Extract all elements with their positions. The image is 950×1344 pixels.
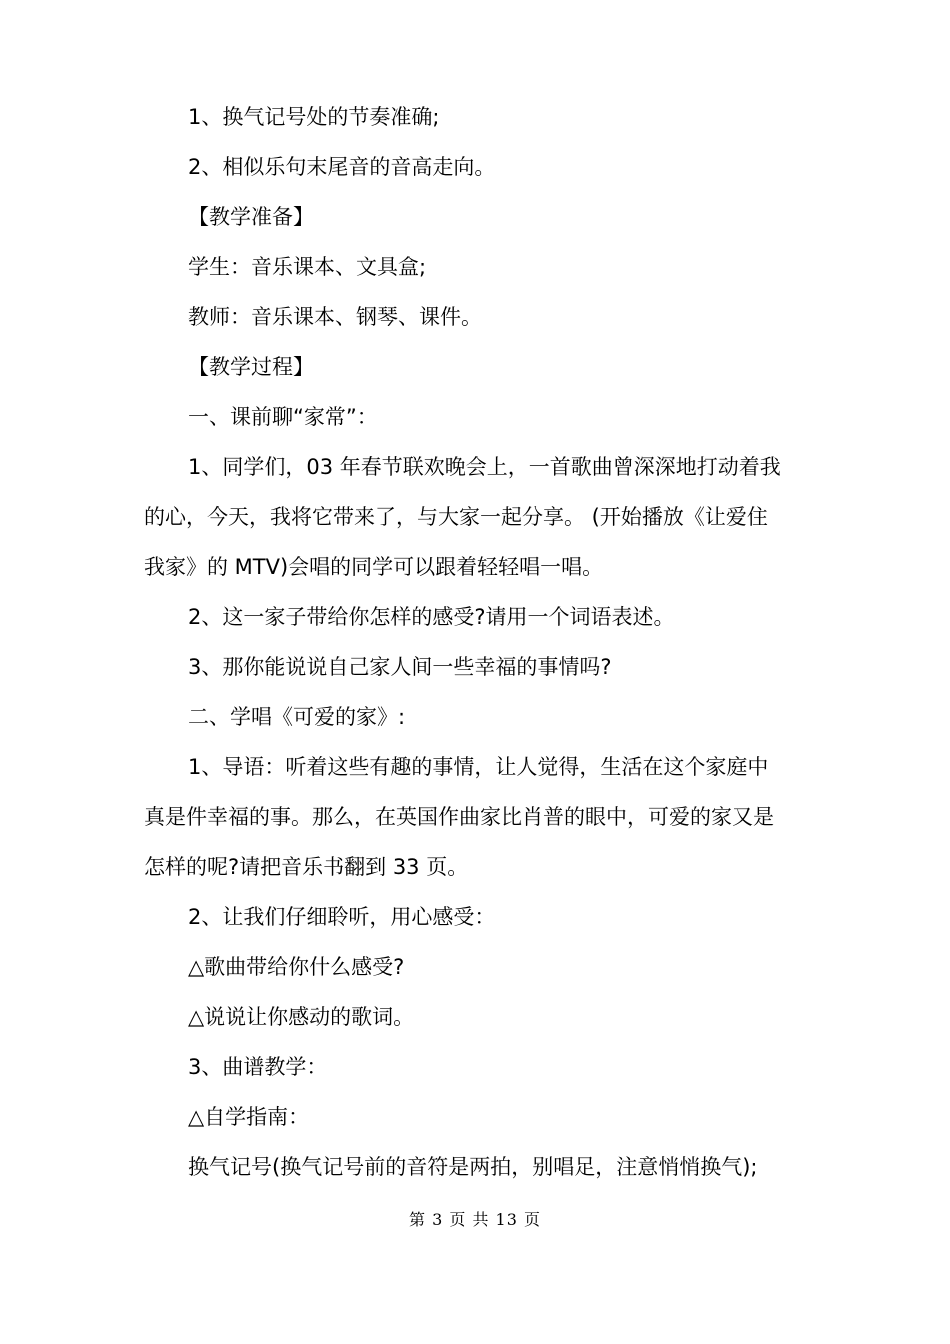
- bullet-item: △歌曲带给你什么感受?: [188, 955, 405, 979]
- paragraph: 2、让我们仔细聆听，用心感受：: [188, 905, 496, 929]
- multiline-paragraph: [144, 742, 824, 892]
- page-number-footer: 第 3 页 共 13 页: [409, 1210, 541, 1229]
- paragraph: 教师：音乐课本、钢琴、课件。: [188, 305, 482, 329]
- paragraph: 一、课前聊“家常”：: [188, 405, 378, 429]
- paragraph: 3、那你能说说自己家人间一些幸福的事情吗?: [188, 655, 612, 679]
- paragraph-line: 真是件幸福的事。那么，在英国作曲家比肖普的眼中，可爱的家又是: [144, 805, 774, 829]
- paragraph: 1、换气记号处的节奏准确;: [188, 105, 440, 129]
- paragraph: 换气记号(换气记号前的音符是两拍，别唱足，注意悄悄换气);: [188, 1155, 758, 1179]
- bullet-item: △说说让你感动的歌词。: [188, 1005, 415, 1029]
- section-heading: 【教学过程】: [188, 355, 314, 379]
- paragraph: 2、这一家子带给你怎样的感受?请用一个词语表述。: [188, 605, 675, 629]
- paragraph-line: 我家》的 MTV)会唱的同学可以跟着轻轻唱一唱。: [144, 555, 604, 579]
- multiline-paragraph: [144, 442, 824, 592]
- paragraph: 二、学唱《可爱的家》:: [188, 705, 406, 729]
- paragraph-line: 怎样的呢?请把音乐书翻到 33 页。: [144, 855, 469, 879]
- paragraph-line: 1、导语：听着这些有趣的事情，让人觉得，生活在这个家庭中: [188, 755, 769, 779]
- paragraph-line: 的心，今天，我将它带来了，与大家一起分享。 (开始播放《让爱住: [144, 505, 768, 529]
- paragraph: 2、相似乐句末尾音的音高走向。: [188, 155, 496, 179]
- bullet-item: △自学指南：: [188, 1105, 310, 1129]
- section-heading: 【教学准备】: [188, 205, 314, 229]
- paragraph: 3、曲谱教学：: [188, 1055, 328, 1079]
- paragraph-line: 1、同学们，03 年春节联欢晚会上，一首歌曲曾深深地打动着我: [188, 455, 781, 479]
- document-body: [144, 92, 824, 1192]
- paragraph: 学生：音乐课本、文具盒;: [188, 255, 427, 279]
